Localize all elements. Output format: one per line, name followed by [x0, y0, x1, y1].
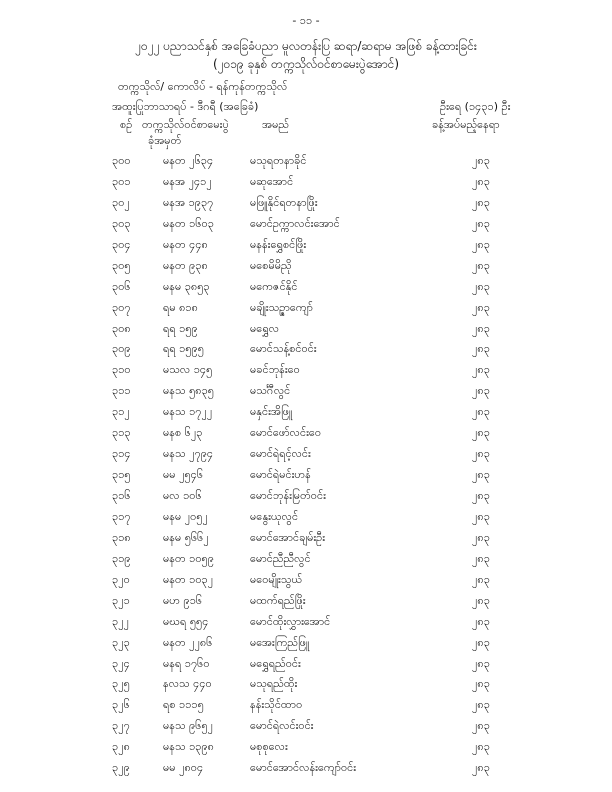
row-roll: မသလ ၁၄၅: [163, 363, 213, 377]
row-appointment: ၂၈၃: [472, 426, 490, 440]
row-appointment: ၂၈၃: [472, 154, 490, 167]
row-roll: နလသ ၄၄၀: [163, 677, 212, 691]
row-roll: မနတ ၂၂၈၆: [163, 635, 213, 649]
row-name: မနန်းရွှေစင်ဖြိုး: [250, 237, 307, 251]
row-no: ၃၁၈: [112, 530, 131, 544]
table-row: [0, 489, 612, 510]
row-appointment: ၂၈၃: [472, 761, 490, 775]
row-name: မရွှေရည်ဝင်း: [250, 656, 301, 670]
table-row: [0, 301, 612, 322]
table-row: [0, 238, 612, 259]
row-no: ၃၀၀: [112, 154, 131, 167]
row-appointment: ၂၈၃: [472, 195, 490, 209]
header-appointment: ခန့်အပ်မည့်နေရာ: [432, 118, 500, 131]
row-no: ၃၀၁: [112, 174, 131, 188]
row-no: ၃၀၇: [112, 300, 131, 314]
document-title: ၂၀၂၂ ပညာသင်နှစ် အခြေခံပညာ မူလတန်းပြ ဆရာ/ဆရာမ အဖြစ် ခန့်ထားခြင်း: [135, 39, 477, 53]
row-no: ၃၁၉: [112, 551, 131, 565]
row-name: မသင်္ဂီလွင်: [250, 384, 291, 398]
row-no: ၃၂၄: [112, 656, 130, 670]
row-appointment: ၂၈၃: [472, 279, 490, 293]
row-roll: မနစ ၆၂၃: [163, 426, 203, 440]
row-appointment: ၂၈၃: [472, 468, 490, 482]
row-appointment: ၂၈၃: [472, 174, 490, 188]
row-no: ၃၁၆: [112, 489, 131, 502]
row-name: မဝေမျိုးသွယ်: [250, 572, 303, 586]
table-row: [0, 719, 612, 740]
table-row: [0, 259, 612, 280]
row-roll: မနမ ၃၈၅၃: [163, 279, 210, 293]
table-row: [0, 740, 612, 761]
table-row: [0, 636, 612, 657]
row-appointment: ၂၈၃: [472, 258, 490, 272]
row-name: မဆုအောင်: [250, 174, 294, 188]
row-no: ၃၁၇: [112, 509, 131, 523]
university-line: တက္ကသိုလ်/ ကောလိပ် - ရန်ကုန်တက္ကသိုလ်: [118, 80, 288, 93]
table-row: [0, 154, 612, 175]
row-no: ၃၂၃: [112, 635, 130, 649]
row-no: ၃၂၆: [112, 698, 130, 712]
row-no: ၃၂၇: [112, 719, 130, 733]
row-appointment: ၂၈၃: [472, 593, 490, 607]
table-row: [0, 594, 612, 615]
row-no: ၃၀၈: [112, 321, 131, 335]
row-name: မောင်ဖော်လင်းဝေ: [250, 426, 322, 440]
table-row: [0, 280, 612, 301]
table-row: [0, 217, 612, 238]
row-no: ၃၂၉: [112, 761, 130, 775]
row-no: ၃၀၅: [112, 258, 131, 272]
row-name: မအေးကြည်ဖြူ: [250, 635, 310, 649]
table-row: [0, 405, 612, 426]
header-name: အမည်: [262, 118, 290, 131]
row-appointment: ၂၈၃: [472, 405, 490, 419]
row-no: ၃၀၂: [112, 195, 130, 209]
table-row: [0, 531, 612, 552]
row-appointment: ၂၈၃: [472, 614, 490, 628]
row-roll: မနသ ၁၃၉၈: [163, 740, 214, 754]
table-row: [0, 677, 612, 698]
table-row: [0, 657, 612, 678]
row-roll: မနသ ၅၈၃၅: [163, 384, 214, 398]
row-roll: မနတ ၁၆၀၃: [163, 216, 214, 230]
row-appointment: ၂၈၃: [472, 530, 490, 544]
row-no: ၃၀၃: [112, 216, 131, 230]
row-roll: မနမ ၅၆၆၂: [163, 530, 209, 544]
row-no: ၃၁၂: [112, 405, 130, 419]
row-name: မနှင်းအိဖြူ: [250, 405, 293, 419]
row-roll: မမ ၂၅၄၆: [163, 468, 204, 482]
row-no: ၃၂၅: [112, 677, 130, 691]
row-appointment: ၂၈၃: [472, 489, 490, 502]
row-no: ၃၁၀: [112, 363, 131, 377]
row-appointment: ၂၈၃: [472, 321, 490, 335]
row-appointment: ၂၈၃: [472, 237, 490, 251]
row-roll: ရရ ၁၅၉: [163, 321, 198, 335]
header-roll-sub: ခုံအမှတ်: [148, 134, 182, 147]
row-roll: မဃရ ၅၅၄: [163, 614, 209, 628]
table-row: [0, 552, 612, 573]
row-name: မောင်အောင်ချမ်းဦး: [250, 530, 326, 544]
row-name: မချိုးသဉ္ဇာကျော်: [250, 300, 313, 314]
row-no: ၃၂၈: [112, 740, 130, 754]
row-name: မောင်သန့်စင်ဝင်း: [250, 342, 317, 356]
page-number: - ၁၁ -: [292, 14, 320, 27]
table-row: [0, 196, 612, 217]
row-name: မစုစုလေး: [250, 740, 288, 754]
subject-line: အထူးပြုဘာသာရပ် - ဒီဂရီ (အခြေခံ): [112, 100, 259, 113]
row-appointment: ၂၈၃: [472, 740, 490, 754]
table-row: [0, 761, 612, 782]
row-name: မခင်ဘုန်းဝေ: [250, 363, 300, 377]
row-roll: မနသ ၁၇၂၂: [163, 405, 213, 419]
row-appointment: ၂၈၃: [472, 447, 490, 461]
row-no: ၃၁၁: [112, 384, 131, 398]
row-appointment: ၂၈၃: [472, 635, 490, 649]
row-roll: မနတ ၉၃၈: [163, 258, 208, 272]
row-name: မောင်ဘုန်းမြတ်ဝင်း: [250, 489, 326, 502]
row-appointment: ၂၈၃: [472, 300, 490, 314]
header-roll: တက္ကသိုလ်ဝင်စာမေးပွဲ: [142, 118, 229, 131]
row-no: ၃၁၄: [112, 447, 131, 461]
table-body: [0, 154, 612, 782]
row-name: မောင်ထိုးလွှားအောင်: [250, 614, 331, 628]
row-roll: ရစ ၁၁၁၅: [163, 698, 204, 712]
row-appointment: ၂၈၃: [472, 342, 490, 356]
row-no: ၃၀၄: [112, 237, 131, 251]
header-no: စဉ်: [120, 118, 133, 131]
row-roll: မနရ ၁၇၆၀: [163, 656, 210, 670]
row-name: နန်းသိုင်ထာဝ: [250, 698, 303, 712]
row-roll: မနသ ၉၆၅၂: [163, 719, 214, 733]
row-name: မဖြူနိုင်ရတနာဖြိုး: [250, 195, 318, 209]
row-name: မောင်ရဲလင်းဝင်း: [250, 719, 314, 733]
row-name: မကေဇင်နိုင်: [250, 279, 298, 293]
table-row: [0, 447, 612, 468]
table-row: [0, 615, 612, 636]
row-appointment: ၂၈၃: [472, 572, 490, 586]
table-row: [0, 363, 612, 384]
row-roll: မနတ ၄၄၈: [163, 237, 208, 251]
row-appointment: ၂၈၃: [472, 656, 490, 670]
row-appointment: ၂၈၃: [472, 384, 490, 398]
row-no: ၃၁၅: [112, 468, 131, 482]
table-row: [0, 468, 612, 489]
table-row: [0, 510, 612, 531]
total-count: ဦးရေ (၁၄၃၁) ဦး: [440, 100, 511, 113]
row-roll: မမ ၂၈၀၄: [163, 761, 204, 775]
table-row: [0, 698, 612, 719]
table-row: [0, 384, 612, 405]
row-name: မသုရတနာခိုင်: [250, 154, 307, 167]
row-appointment: ၂၈၃: [472, 719, 490, 733]
table-row: [0, 426, 612, 447]
table-row: [0, 322, 612, 343]
row-name: မောင်ညီညီလွင်: [250, 551, 311, 565]
row-roll: မဟ ၉၁၆: [163, 593, 203, 607]
row-no: ၃၂၂: [112, 614, 129, 628]
row-roll: မနအ ၁၉၃၇: [163, 195, 214, 209]
row-roll: မနမ ၂၀၅၂: [163, 509, 208, 523]
row-no: ၃၀၆: [112, 279, 131, 293]
row-roll: မနသ ၂၇၉၄: [163, 447, 214, 461]
row-name: မောင်အောင်လန်းကျော်ဝင်း: [250, 761, 357, 775]
row-appointment: ၂၈၃: [472, 363, 490, 377]
row-roll: ရရ ၁၅၉၅: [163, 342, 204, 356]
row-appointment: ၂၈၃: [472, 677, 490, 691]
row-appointment: ၂၈၃: [472, 698, 490, 712]
row-name: မောင်ရဲရင့်လင်း: [250, 447, 311, 461]
row-appointment: ၂၈၃: [472, 551, 490, 565]
table-row: [0, 342, 612, 363]
row-roll: ရမ ၈၁၈: [163, 300, 198, 314]
row-no: ၃၂၀: [112, 572, 130, 586]
row-roll: မနအ ၂၄၁၂: [163, 174, 212, 188]
row-roll: မနတ ၁၀၅၉: [163, 551, 214, 565]
row-name: မရွှေလ: [250, 321, 280, 335]
row-roll: မလ ၁၀၆: [163, 489, 202, 502]
row-appointment: ၂၈၃: [472, 509, 490, 523]
row-appointment: ၂၈၃: [472, 216, 490, 230]
row-no: ၃၀၉: [112, 342, 131, 356]
row-roll: မနတ ၁၀၃၂: [163, 572, 214, 586]
row-name: မောင်ဥက္ကာလင်းအောင်: [250, 216, 340, 230]
row-name: မနွေးယုလွင်: [250, 509, 299, 523]
table-row: [0, 573, 612, 594]
row-name: မောင်ရဲမင်းဟန်: [250, 468, 311, 482]
row-name: မသုရည်ထိုး: [250, 677, 298, 691]
row-no: ၃၁၃: [112, 426, 131, 440]
row-roll: မနတ ၂၆၃၄: [163, 154, 214, 167]
row-name: မထက်ရည်ဖြိုး: [250, 593, 306, 607]
table-row: [0, 175, 612, 196]
document-subtitle: (၂၀၁၉ ခုနှစ် တက္ကသိုလ်ဝင်စာမေးပွဲအောင်): [212, 57, 400, 71]
row-no: ၃၂၁: [112, 593, 130, 607]
row-name: မစေမိမိညို: [250, 258, 292, 272]
